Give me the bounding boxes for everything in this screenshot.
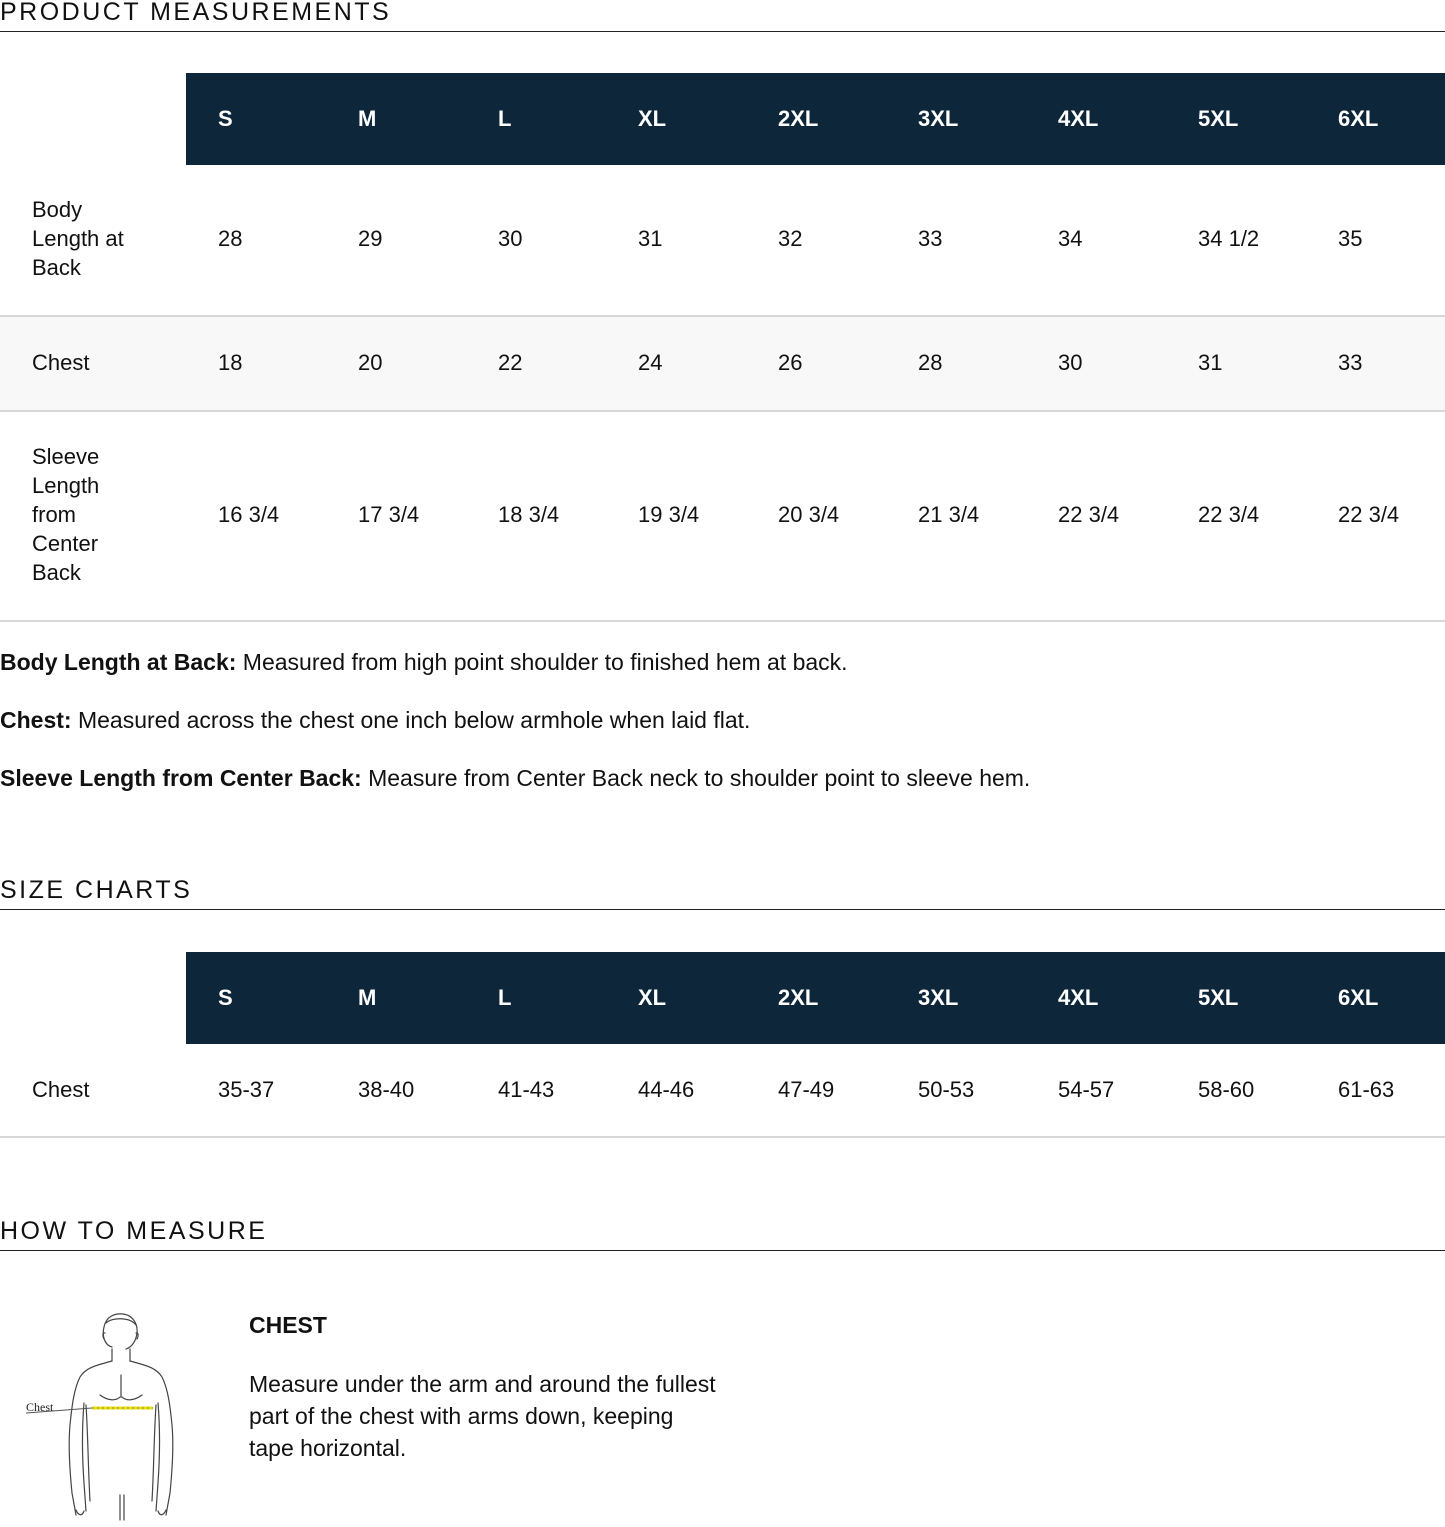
size-header: 5XL	[1198, 106, 1239, 131]
row-label-line: Length	[32, 473, 100, 498]
table-cell: 35	[1338, 226, 1363, 251]
definition-term: Sleeve Length from Center Back:	[0, 765, 362, 791]
product-measurements-title: PRODUCT MEASUREMENTS	[0, 0, 1445, 32]
table-cell: 18 3/4	[498, 502, 560, 527]
table-cell: 32	[778, 226, 803, 251]
size-header: 5XL	[1198, 985, 1239, 1010]
body-outline-icon	[20, 1305, 190, 1522]
table-cell: 44-46	[638, 1077, 695, 1102]
how-to-measure-text: Measure under the arm and around the fullest part of the chest with arms down, keeping tape horizontal.	[249, 1371, 716, 1461]
how-to-measure-title: HOW TO MEASURE	[0, 1219, 1445, 1251]
table-cell: 58-60	[1198, 1077, 1255, 1102]
table-cell: 61-63	[1338, 1077, 1395, 1102]
table-cell: 18	[218, 350, 243, 375]
row-label	[32, 442, 99, 587]
table-row-sleeve-length	[0, 412, 1445, 622]
table-cell: 34 1/2	[1198, 226, 1260, 251]
row-label-line: Chest	[32, 1077, 90, 1102]
table-cell: 31	[1198, 350, 1223, 375]
size-header: S	[218, 985, 233, 1010]
how-to-measure-heading: CHEST	[249, 1312, 327, 1338]
table-cell: 24	[638, 350, 663, 375]
size-header: 2XL	[778, 106, 819, 131]
figure-chest-label: Chest	[26, 1400, 54, 1414]
size-header: 6XL	[1338, 106, 1379, 131]
size-header: 3XL	[918, 985, 959, 1010]
definition-text: Measured from high point shoulder to finished hem at back.	[236, 649, 848, 675]
table-cell: 22 3/4	[1058, 502, 1120, 527]
size-header: 3XL	[918, 106, 959, 131]
row-label-line: Center	[32, 531, 99, 556]
size-charts-title: SIZE CHARTS	[0, 878, 1445, 910]
row-label-line: Sleeve	[32, 444, 100, 469]
row-label-line: from	[32, 502, 76, 527]
table-cell: 38-40	[358, 1077, 415, 1102]
table-cell: 16 3/4	[218, 502, 280, 527]
table-cell: 17 3/4	[358, 502, 420, 527]
table-cell: 22 3/4	[1198, 502, 1260, 527]
table-cell: 54-57	[1058, 1077, 1115, 1102]
table-cell: 33	[918, 226, 943, 251]
definition-text: Measured across the chest one inch below armhole when laid flat.	[71, 707, 751, 733]
table-row-chest	[0, 317, 1445, 412]
table-cell: 47-49	[778, 1077, 835, 1102]
table-cell: 41-43	[498, 1077, 555, 1102]
definition-chest	[0, 707, 750, 734]
table-cell: 31	[638, 226, 663, 251]
row-label	[32, 1075, 89, 1104]
definition-body-length	[0, 649, 848, 676]
row-label	[32, 348, 89, 377]
size-chart-header	[186, 952, 1445, 1044]
table-cell: 28	[918, 350, 943, 375]
size-header: XL	[638, 106, 667, 131]
definition-term: Body Length at Back:	[0, 649, 237, 675]
table-cell: 22	[498, 350, 523, 375]
measurements-header	[186, 73, 1445, 165]
row-label-line: Length at	[32, 226, 124, 251]
table-cell: 30	[1058, 350, 1083, 375]
table-cell: 28	[218, 226, 243, 251]
size-header: L	[498, 106, 512, 131]
table-row-body-length	[0, 165, 1445, 317]
body-figure-illustration	[20, 1305, 190, 1522]
definition-term: Chest:	[0, 707, 72, 733]
table-cell: 20 3/4	[778, 502, 840, 527]
table-cell: 30	[498, 226, 523, 251]
size-header: XL	[638, 985, 667, 1010]
table-cell: 21 3/4	[918, 502, 980, 527]
size-chart-row-chest	[0, 1044, 1445, 1138]
size-header: 4XL	[1058, 106, 1099, 131]
row-label-line: Back	[32, 255, 81, 280]
table-cell: 34	[1058, 226, 1083, 251]
size-header: 4XL	[1058, 985, 1099, 1010]
table-cell: 29	[358, 226, 383, 251]
table-cell: 26	[778, 350, 803, 375]
table-cell: 19 3/4	[638, 502, 700, 527]
size-header: 2XL	[778, 985, 819, 1010]
size-header: M	[358, 985, 377, 1010]
size-header: 6XL	[1338, 985, 1379, 1010]
table-cell: 50-53	[918, 1077, 975, 1102]
row-label	[32, 195, 124, 282]
definition-text: Measure from Center Back neck to shoulder point to sleeve hem.	[361, 765, 1031, 791]
row-label-line: Chest	[32, 350, 90, 375]
definition-sleeve-length	[0, 765, 1030, 792]
row-label-line: Body	[32, 197, 83, 222]
table-cell: 35-37	[218, 1077, 275, 1102]
size-header: M	[358, 106, 377, 131]
table-cell: 33	[1338, 350, 1363, 375]
row-label-line: Back	[32, 560, 81, 585]
size-header: S	[218, 106, 233, 131]
size-header: L	[498, 985, 512, 1010]
table-cell: 20	[358, 350, 383, 375]
table-cell: 22 3/4	[1338, 502, 1400, 527]
